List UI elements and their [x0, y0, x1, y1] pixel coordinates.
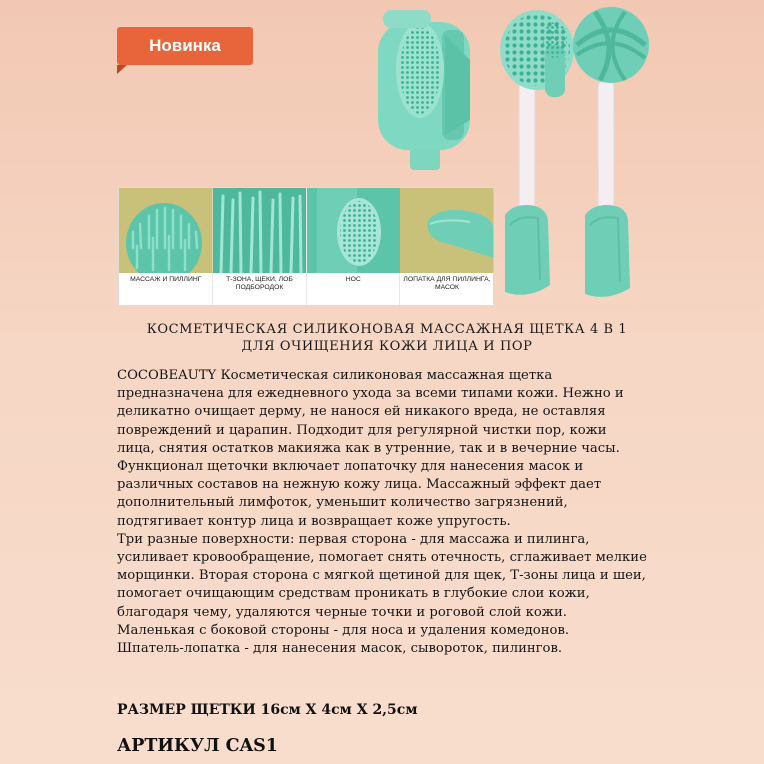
soft-bristles-image	[213, 188, 307, 273]
description-paragraph: Маленькая с боковой стороны - для носа и удаления комедонов.	[117, 622, 570, 638]
new-badge	[117, 27, 253, 65]
brush-size: РАЗМЕР ЩЕТКИ 16см Х 4см Х 2,5см	[117, 702, 418, 718]
product-title-line-2: ДЛЯ ОЧИЩЕНИЯ КОЖИ ЛИЦА И ПОР	[241, 339, 533, 354]
panel-caption-massage: МАССАЖ И ПИЛЛИНГ	[130, 276, 202, 283]
panel-caption-spatula: ЛОПАТКА ДЛЯ ПИЛЛИНГА, МАСОК	[403, 276, 491, 291]
brush-spatula-head	[573, 7, 649, 297]
product-title-line-1: КОСМЕТИЧЕСКАЯ СИЛИКОНОВАЯ МАССАЖНАЯ ЩЕТКА 4 В 1	[146, 322, 628, 337]
panel-caption-t-zone: Т-ЗОНА, ЩЕКИ, ЛОБ ПОДБОРОДОК	[226, 276, 293, 291]
product-description	[117, 367, 647, 658]
panel-caption-nose: НОС	[345, 276, 361, 283]
brush-massage-head	[500, 10, 574, 295]
feature-panels	[118, 187, 494, 306]
nose-brush-image	[307, 188, 401, 273]
massage-bristles-image	[119, 188, 213, 273]
panel-t-zone	[213, 188, 307, 305]
description-paragraph: Шпатель-лопатка - для нанесения масок, сывороток, пилингов.	[117, 641, 563, 657]
brush-side-view	[378, 10, 470, 170]
product-title	[100, 321, 674, 355]
description-paragraph: COCOBEAUTY Косметическая силиконовая массажная щетка предназначена для ежедневного ухода за всеми типами кожи. Нежно и деликатно очищает дерму, не нанося ей никакого вреда, не оставляя повреждений и царапин. Подходит для регулярной чистки пор, кожи лица, снятия остатков макияжа как в утренние, так и в вечерние часы. Функционал щеточки включает лопаточку для нанесения масок и различных составов на нежную кожу лица. Массажный эффект дает дополнительный лимфоток, уменьшит количество загрязнений, подтягивает контур лица и возвращает коже упругость.	[117, 368, 624, 529]
article-number: АРТИКУЛ CAS1	[117, 736, 278, 756]
new-badge-label: Новинка	[149, 36, 221, 55]
panel-massage	[119, 188, 213, 305]
description-paragraph: Три разные поверхности: первая сторона - для массажа и пилинга, усиливает кровообращение, помогает снять отечность, сглаживает мелкие морщинки. Вторая сторона с мягкой щетиной для щек, Т-зоны лица и шеи, помогает очищающим средствам проникать в глубокие слои кожи, благодаря чему, удаляются черные точки и роговой слой кожи.	[117, 531, 647, 620]
spatula-image	[400, 188, 494, 273]
panel-nose	[307, 188, 401, 305]
panel-spatula	[400, 188, 493, 305]
